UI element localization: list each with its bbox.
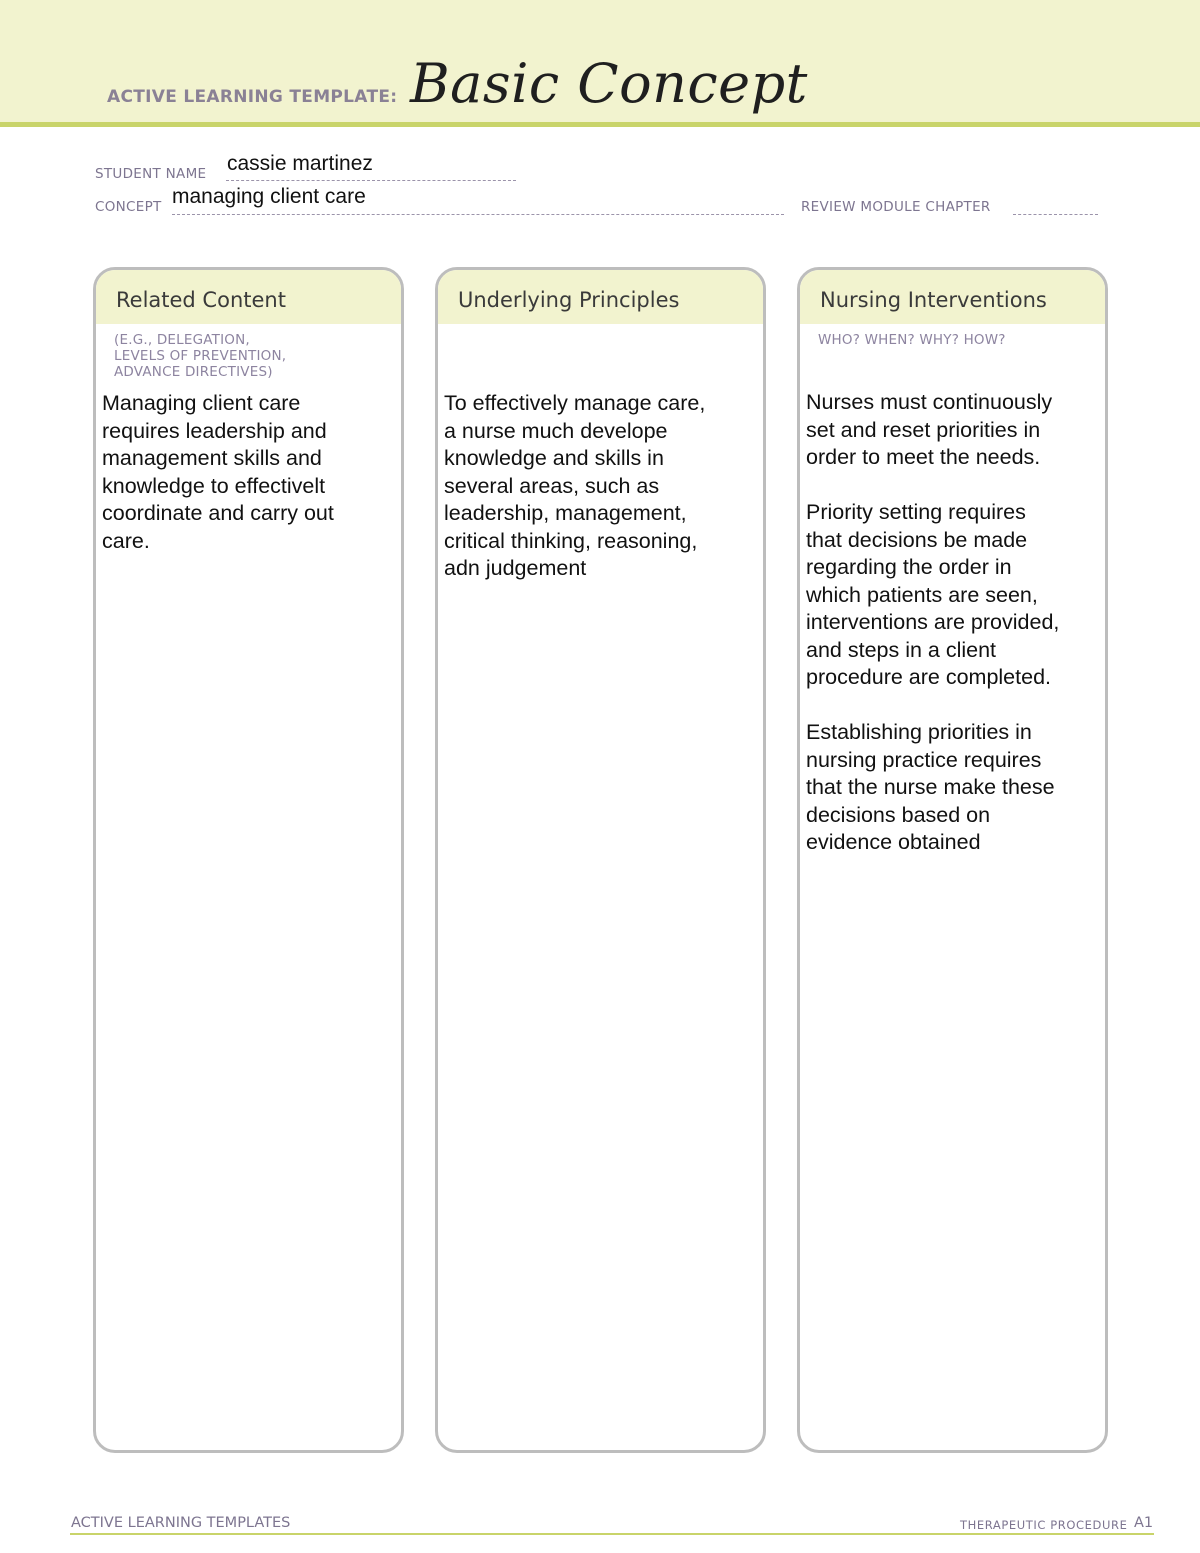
footer-divider — [70, 1533, 1154, 1535]
template-label: ACTIVE LEARNING TEMPLATE: — [107, 87, 398, 107]
review-module-label: REVIEW MODULE CHAPTER — [801, 199, 991, 215]
concept-label: CONCEPT — [95, 199, 162, 215]
related-content-panel — [93, 267, 404, 1453]
footer-series-label: ACTIVE LEARNING TEMPLATES — [71, 1515, 291, 1531]
nursing-interventions-panel — [797, 267, 1108, 1453]
template-title: Basic Concept — [410, 52, 808, 115]
concept-field[interactable]: managing client care — [172, 185, 366, 208]
footer-page-number: A1 — [1134, 1515, 1154, 1531]
concept-line — [172, 214, 784, 215]
nursing-interventions-hint: WHO? WHEN? WHY? HOW? — [818, 332, 1006, 348]
nursing-interventions-text[interactable]: Nurses must continuously set and reset priorities in order to meet the needs. Priority setting requires that decisions be made regarding the order in which patients are seen, interventions are provided, and steps in a client procedure are completed. Establishing priorities in nursing practice requires that the nurse make these decisions based on evidence obtained — [806, 390, 1060, 854]
student-name-field[interactable]: cassie martinez — [227, 152, 373, 175]
footer-category-label: THERAPEUTIC PROCEDURE — [960, 1518, 1128, 1532]
underlying-principles-heading: Underlying Principles — [438, 270, 763, 324]
underlying-principles-panel — [435, 267, 766, 1453]
nursing-interventions-heading: Nursing Interventions — [800, 270, 1105, 324]
header-divider — [0, 122, 1200, 127]
related-content-heading: Related Content — [96, 270, 401, 324]
related-content-text[interactable]: Managing client care requires leadership and management skills and knowledge to effectivelt coordinate and carry out care. — [102, 391, 334, 553]
related-content-hint: (E.G., DELEGATION, LEVELS OF PREVENTION, ADVANCE DIRECTIVES) — [114, 332, 287, 380]
student-name-line — [226, 180, 516, 181]
underlying-principles-text[interactable]: To effectively manage care, a nurse much develope knowledge and skills in several areas, such as leadership, management, critical thinking, reasoning, adn judgement — [444, 391, 706, 580]
review-module-field[interactable] — [1013, 214, 1098, 215]
student-name-label: STUDENT NAME — [95, 166, 207, 182]
